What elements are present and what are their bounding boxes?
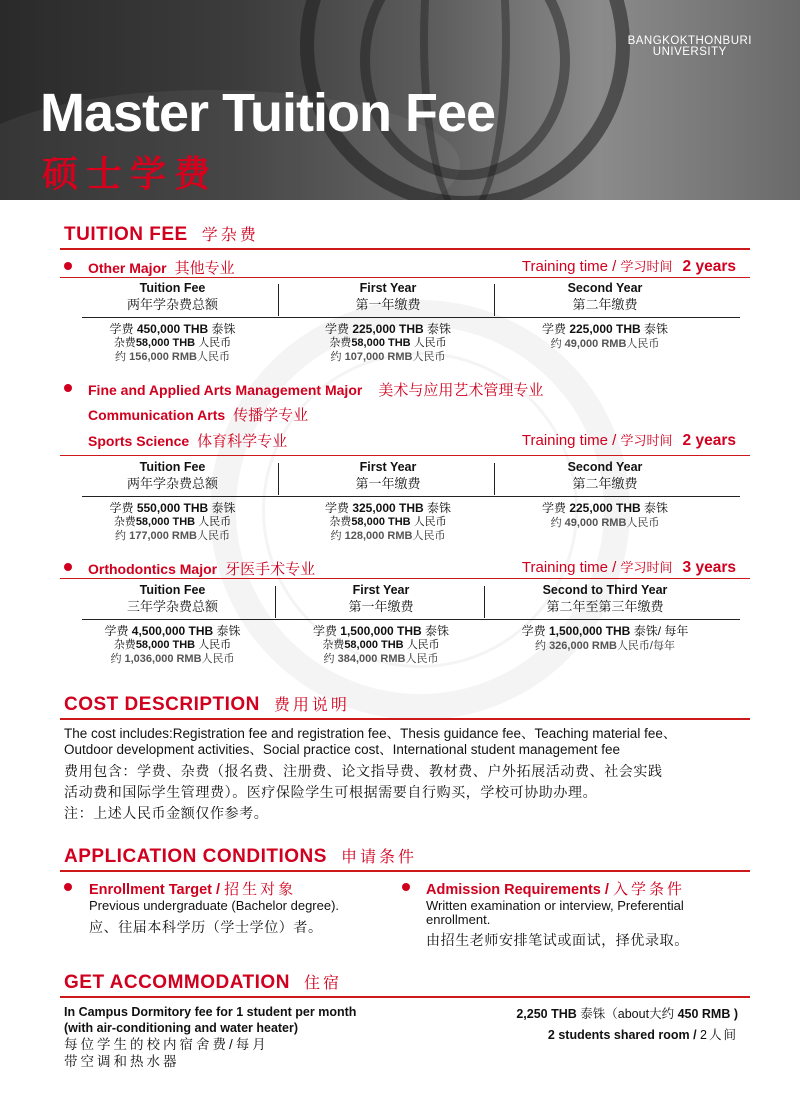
rmb-amount [276, 652, 486, 666]
major-name-zh: 其他专业 [174, 260, 235, 277]
misc-amount [276, 639, 486, 652]
cost-line: The cost includes:Registration fee and registration fee、Thesis guidance fee、Teaching material fee、 [64, 726, 677, 741]
amount: 384,000 RMB [337, 653, 406, 665]
major-name: Communication Arts [88, 407, 226, 423]
amount: 58,000 THB [351, 337, 411, 349]
column-header: First Year [352, 583, 410, 597]
rmb-amount [70, 652, 275, 666]
fee-column-second-year [500, 459, 710, 530]
column-divider [484, 586, 485, 618]
bullet-icon [64, 563, 72, 571]
amount: 107,000 RMB [344, 351, 413, 363]
misc-amount [70, 516, 275, 529]
column-header-zh: 第一年缴费 [348, 599, 414, 614]
accommodation-rule [60, 996, 750, 998]
amount: 450,000 THB [136, 322, 209, 336]
unit: 人民币 [626, 517, 660, 529]
amount: 550,000 THB [136, 501, 209, 515]
tuition-amount [283, 501, 493, 516]
amount: 225,000 THB [569, 322, 641, 336]
unit: 人民币 [405, 653, 439, 665]
label: 学费 [324, 322, 349, 336]
admission-title-zh: 入学条件 [612, 881, 685, 898]
fee-column-first-year [276, 582, 486, 666]
group-rule [60, 277, 750, 278]
misc-amount [70, 639, 275, 652]
unit: 泰铢 [427, 322, 452, 336]
page-title: Master Tuition Fee [40, 83, 496, 143]
amount: 58,000 THB [344, 639, 404, 651]
table-divider [82, 619, 740, 620]
unit: 人民币/每年 [616, 640, 675, 652]
column-header-zh: 第一年缴费 [355, 297, 421, 312]
tuition-heading-en: TUITION FEE [64, 224, 188, 245]
cost-description-en [64, 726, 764, 758]
header-banner [0, 0, 800, 200]
label: 约 [110, 653, 122, 665]
label: 杂费 [322, 639, 345, 651]
application-heading-en: APPLICATION CONDITIONS [64, 846, 327, 867]
column-divider [494, 284, 495, 316]
unit: 泰铢 [427, 501, 452, 515]
bullet-icon [64, 384, 72, 392]
label: 学费 [104, 624, 129, 638]
tuition-amount [283, 322, 493, 337]
cost-line-zh: 活动费和国际学生管理费）。医疗保险学生可根据需要自行购买，学校可协助办理。 [64, 784, 598, 800]
major-name: Fine and Applied Arts Management Major [88, 382, 363, 398]
training-time-3 [522, 557, 736, 577]
fee-column-second-year [500, 280, 710, 351]
unit: 泰铢 [644, 322, 669, 336]
university-name-line1: BANGKOKTHONBURI [627, 35, 752, 47]
cost-description-zh [64, 761, 764, 824]
training-label: Training time / [521, 432, 617, 449]
accommodation-heading [64, 970, 342, 996]
column-header-zh: 两年学杂费总额 [126, 297, 218, 312]
unit: 人民币 [626, 338, 660, 350]
column-header: Second Year [567, 281, 643, 295]
dormitory-line-zh: 带空调和热水器 [64, 1054, 180, 1069]
unit: 泰铢 [425, 624, 450, 638]
unit: 人民币 [413, 516, 447, 528]
column-header-zh: 第一年缴费 [355, 476, 421, 491]
dormitory-description-zh [64, 1036, 269, 1070]
university-name [628, 36, 752, 58]
major-name-zh: 牙医手术专业 [225, 561, 316, 578]
unit: 人民币 [196, 530, 230, 542]
cost-line-zh: 费用包含：学费、杂费（报名费、注册费、论文指导费、教材费、户外拓展活动费、社会实践 [64, 763, 663, 779]
unit: 人民币 [198, 337, 232, 349]
price-rmb: 450 RMB ) [677, 1007, 738, 1021]
amount: 1,500,000 THB [548, 624, 631, 638]
dormitory-line-zh: 每位学生的校内宿舍费/每月 [64, 1037, 269, 1052]
column-header-zh: 两年学杂费总额 [126, 476, 218, 491]
amount: 1,036,000 RMB [124, 653, 202, 665]
label: 约 [550, 517, 562, 529]
label: 约 [330, 351, 342, 363]
application-rule [60, 870, 750, 872]
label: 学费 [521, 624, 546, 638]
price-unit: 泰铢（about [580, 1007, 650, 1021]
training-time-2 [522, 430, 736, 450]
column-header: Second Year [567, 460, 643, 474]
unit: 泰铢 [216, 624, 241, 638]
label: 约 [323, 653, 335, 665]
room-type-zh: 2人间 [700, 1028, 738, 1042]
training-label: Training time / [521, 559, 617, 576]
dormitory-price [516, 1004, 738, 1022]
amount: 325,000 THB [352, 501, 424, 515]
label: 学费 [324, 501, 349, 515]
training-label-zh: 学习时间 [620, 433, 673, 448]
major-name: Orthodontics Major [88, 561, 218, 577]
table-divider [82, 496, 740, 497]
tuition-amount [276, 624, 486, 639]
fee-column-first-year [283, 459, 493, 543]
label: 约 [550, 338, 562, 350]
unit: 泰铢 [211, 322, 236, 336]
unit: 泰铢/ 每年 [633, 624, 689, 638]
room-type [548, 1025, 738, 1043]
column-header-zh: 三年学杂费总额 [126, 599, 218, 614]
training-label: Training time / [521, 258, 617, 275]
major-name: Sports Science [88, 433, 190, 449]
unit: 泰铢 [644, 501, 669, 515]
unit: 人民币 [198, 516, 232, 528]
unit: 泰铢 [211, 501, 236, 515]
label: 约 [330, 530, 342, 542]
unit: 人民币 [196, 351, 230, 363]
label: 杂费 [113, 337, 136, 349]
tuition-rule [60, 248, 750, 250]
column-header-zh: 第二年缴费 [572, 476, 638, 491]
bullet-icon [64, 262, 72, 270]
misc-amount [283, 337, 493, 350]
price-approx: 大约 [649, 1007, 675, 1021]
major-other [88, 257, 235, 278]
rmb-amount [283, 529, 493, 543]
training-years: 3 years [682, 559, 736, 576]
major-communication [88, 404, 308, 425]
amount: 58,000 THB [135, 639, 196, 651]
label: 学费 [312, 624, 337, 638]
application-heading [64, 844, 417, 870]
label: 杂费 [329, 337, 352, 349]
column-header: Tuition Fee [139, 460, 206, 474]
misc-amount [70, 337, 275, 350]
column-divider [494, 463, 495, 495]
admission-title: Admission Requirements / [426, 882, 609, 898]
cost-heading-zh: 费用说明 [273, 697, 350, 714]
label: 杂费 [329, 516, 352, 528]
table-divider [82, 317, 740, 318]
label: 约 [115, 351, 127, 363]
tuition-amount [490, 624, 720, 639]
enrollment-title: Enrollment Target / [89, 882, 221, 898]
tuition-heading-zh: 学杂费 [201, 227, 259, 244]
amount: 177,000 RMB [129, 530, 197, 542]
column-header: First Year [359, 460, 417, 474]
label: 杂费 [113, 639, 136, 651]
label: 学费 [541, 501, 566, 515]
amount: 1,500,000 THB [340, 624, 422, 638]
amount: 128,000 RMB [344, 530, 413, 542]
column-divider [278, 284, 279, 316]
major-name-zh: 体育科学专业 [197, 433, 288, 450]
column-header-zh: 第二年至第三年缴费 [546, 599, 664, 614]
amount: 225,000 THB [352, 322, 424, 336]
tuition-amount [500, 501, 710, 516]
amount: 156,000 RMB [129, 351, 197, 363]
amount: 58,000 THB [135, 516, 196, 528]
unit: 人民币 [201, 653, 235, 665]
training-time-1 [522, 256, 736, 276]
amount: 49,000 RMB [564, 338, 627, 350]
accommodation-heading-zh: 住宿 [303, 975, 342, 992]
major-orthodontics [88, 558, 315, 579]
unit: 人民币 [412, 351, 446, 363]
major-fine-arts [88, 379, 543, 400]
training-label-zh: 学习时间 [620, 259, 673, 274]
training-years: 2 years [682, 432, 736, 449]
tuition-amount [70, 501, 275, 516]
rmb-amount [500, 516, 710, 530]
misc-amount [283, 516, 493, 529]
label: 杂费 [113, 516, 136, 528]
major-name: Other Major [88, 260, 167, 276]
tuition-amount [70, 624, 275, 639]
page-title-zh: 硕士学费 [42, 153, 219, 194]
group-rule [60, 578, 750, 579]
cost-note-zh: 注：上述人民币金额仅作参考。 [64, 805, 269, 821]
column-header: Tuition Fee [139, 583, 206, 597]
university-name-line2: UNIVERSITY [652, 46, 727, 58]
amount: 58,000 THB [135, 337, 196, 349]
enrollment-text: Previous undergraduate (Bachelor degree). [89, 898, 340, 913]
tuition-amount [70, 322, 275, 337]
label: 约 [535, 640, 546, 652]
bullet-icon [64, 883, 72, 891]
cost-heading-en: COST DESCRIPTION [64, 694, 260, 715]
amount: 326,000 RMB [549, 640, 617, 652]
label: 约 [115, 530, 127, 542]
admission-text-zh: 由招生老师安排笔试或面试，择优录取。 [426, 932, 689, 948]
label: 学费 [109, 501, 134, 515]
label: 学费 [109, 322, 134, 336]
enrollment-title-zh: 招生对象 [224, 881, 297, 898]
tuition-heading [64, 222, 259, 248]
rmb-amount [500, 337, 710, 351]
fee-column-total [70, 459, 275, 543]
room-type-en: 2 students shared room / [547, 1028, 697, 1042]
major-name-zh: 传播学专业 [233, 407, 309, 424]
admission-requirements-title [426, 878, 685, 899]
amount: 225,000 THB [569, 501, 641, 515]
column-header: Second to Third Year [542, 583, 668, 597]
unit: 人民币 [406, 639, 440, 651]
training-years: 2 years [682, 258, 736, 275]
amount: 4,500,000 THB [131, 624, 214, 638]
tuition-amount [500, 322, 710, 337]
cost-rule [60, 718, 750, 720]
training-label-zh: 学习时间 [620, 560, 673, 575]
column-divider [275, 586, 276, 618]
fee-column-total [70, 582, 275, 666]
cost-heading [64, 692, 350, 718]
major-name-zh: 美术与应用艺术管理专业 [378, 382, 544, 399]
application-heading-zh: 申请条件 [340, 849, 417, 866]
rmb-amount [70, 350, 275, 364]
admission-text [426, 899, 684, 927]
dormitory-description [64, 1004, 356, 1036]
column-header: First Year [359, 281, 417, 295]
amount: 49,000 RMB [564, 517, 627, 529]
accommodation-heading-en: GET ACCOMMODATION [64, 972, 290, 993]
unit: 人民币 [413, 337, 447, 349]
cost-line: Outdoor development activities、Social practice cost、International student management fee [64, 742, 621, 757]
enrollment-text-zh: 应、往届本科学历（学士学位）者。 [89, 919, 323, 935]
fee-column-total [70, 280, 275, 364]
group-rule [60, 455, 750, 456]
enrollment-target-title [89, 878, 296, 899]
dormitory-line: (with air-conditioning and water heater) [64, 1021, 299, 1035]
amount: 58,000 THB [351, 516, 411, 528]
price-thb: 2,250 THB [516, 1007, 577, 1021]
fee-column-first-year [283, 280, 493, 364]
column-divider [278, 463, 279, 495]
major-sports [88, 430, 287, 451]
bullet-icon [402, 883, 410, 891]
fee-column-second-third-year [490, 582, 720, 653]
rmb-amount [283, 350, 493, 364]
rmb-amount [70, 529, 275, 543]
unit: 人民币 [198, 639, 232, 651]
label: 学费 [541, 322, 566, 336]
admission-text-line: Written examination or interview, Preferential [426, 898, 684, 913]
column-header: Tuition Fee [139, 281, 206, 295]
admission-text-line: enrollment. [426, 912, 491, 927]
dormitory-line: In Campus Dormitory fee for 1 student per month [64, 1005, 357, 1019]
unit: 人民币 [412, 530, 446, 542]
column-header-zh: 第二年缴费 [572, 297, 638, 312]
rmb-amount [490, 639, 720, 653]
